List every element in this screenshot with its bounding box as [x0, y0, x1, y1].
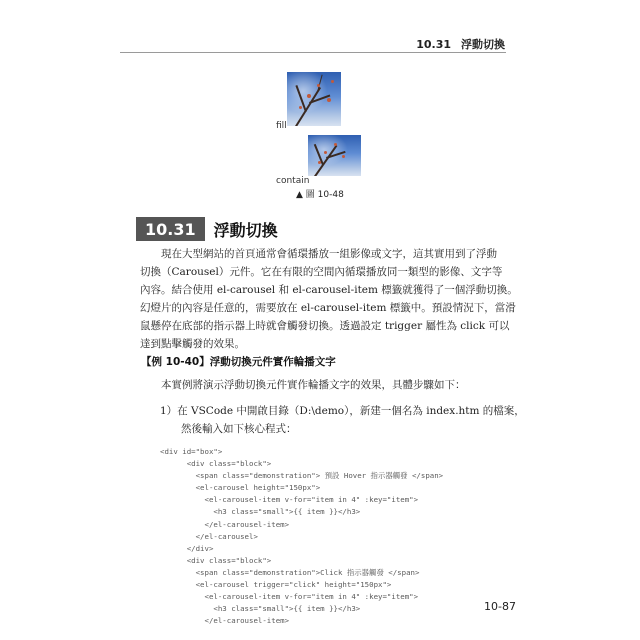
paragraph-line: 1）在 VSCode 中開啟目錄（D:\demo），新建一個名為 index.htm 的檔案， [160, 405, 525, 417]
paragraph-line: 然後輸入如下核心程式： [181, 423, 297, 436]
header-divider [120, 52, 506, 53]
paragraph-line: 鼠懸停在底部的指示器上時就會觸發切換。透過設定 trigger 屬性為 click 可以 [140, 320, 510, 333]
code-line: <el-carousel height="150px"> [160, 483, 321, 493]
paragraph-line: 本實例將演示浮動切換元件實作輪播文字的效果，具體步驟如下： [161, 379, 466, 391]
code-line: <h3 class="small">{{ item }}</h3> [160, 507, 361, 517]
code-line: <div id="box"> [160, 447, 223, 456]
code-listing [160, 446, 443, 627]
example-intro-paragraph [140, 376, 505, 394]
code-line: </div> [160, 543, 214, 553]
figure-caption: ▲ 圖 10-48 [296, 190, 344, 200]
fill-example-image [287, 72, 341, 126]
page-number: 10-87 [484, 600, 516, 613]
code-line: <h3 class="small">{{ item }}</h3> [160, 604, 361, 614]
code-line: <el-carousel-item v-for="item in 4" :key="item"> [160, 592, 419, 602]
code-line: <el-carousel trigger="click" height="150px"> [160, 580, 392, 590]
code-line: </el-carousel> [160, 531, 258, 541]
section-number: 10.31 [136, 217, 205, 241]
contain-example-image [308, 135, 361, 176]
paragraph-line: 達到點擊觸發的效果。 [140, 338, 245, 351]
code-line: <span class="demonstration"> 預設 Hover 指示器觸發 </span> [160, 471, 444, 481]
paragraph-line: 內容。結合使用 el-carousel 和 el-carousel-item 標籤就獲得了一個浮動切換。 [140, 284, 518, 297]
intro-paragraph [140, 245, 518, 354]
example-title: 【例 10-40】浮動切換元件實作輪播文字 [141, 356, 336, 368]
code-line: </el-carousel-item> [160, 616, 290, 626]
contain-label: contain [276, 176, 310, 186]
running-header [0, 36, 505, 52]
code-line: <el-carousel-item v-for="item in 4" :key="item"> [160, 495, 419, 505]
paragraph-line: 切換（Carousel）元件。它在有限的空間內循環播放同一類型的影像、文字等 [140, 266, 503, 279]
step-1-paragraph [160, 402, 525, 438]
paragraph-line: 幻燈片的內容是任意的，需要放在 el-carousel-item 標籤中。預設情況下，當滑 [140, 302, 516, 315]
paragraph-line: 現在大型網站的首頁通常會循環播放一組影像或文字，這其實用到了浮動 [161, 248, 497, 260]
running-header-section-number: 10.31 [416, 38, 451, 51]
section-title: 浮動切換 [213, 220, 278, 240]
code-line: <div class="block"> [160, 555, 272, 565]
code-line: <div class="block"> [160, 459, 272, 469]
fill-label: fill [276, 121, 287, 131]
code-line: <span class="demonstration">Click 指示器觸發 </span> [160, 567, 420, 577]
code-line: </el-carousel-item> [160, 519, 290, 529]
running-header-title: 浮動切換 [461, 38, 505, 51]
section-heading [136, 217, 278, 241]
